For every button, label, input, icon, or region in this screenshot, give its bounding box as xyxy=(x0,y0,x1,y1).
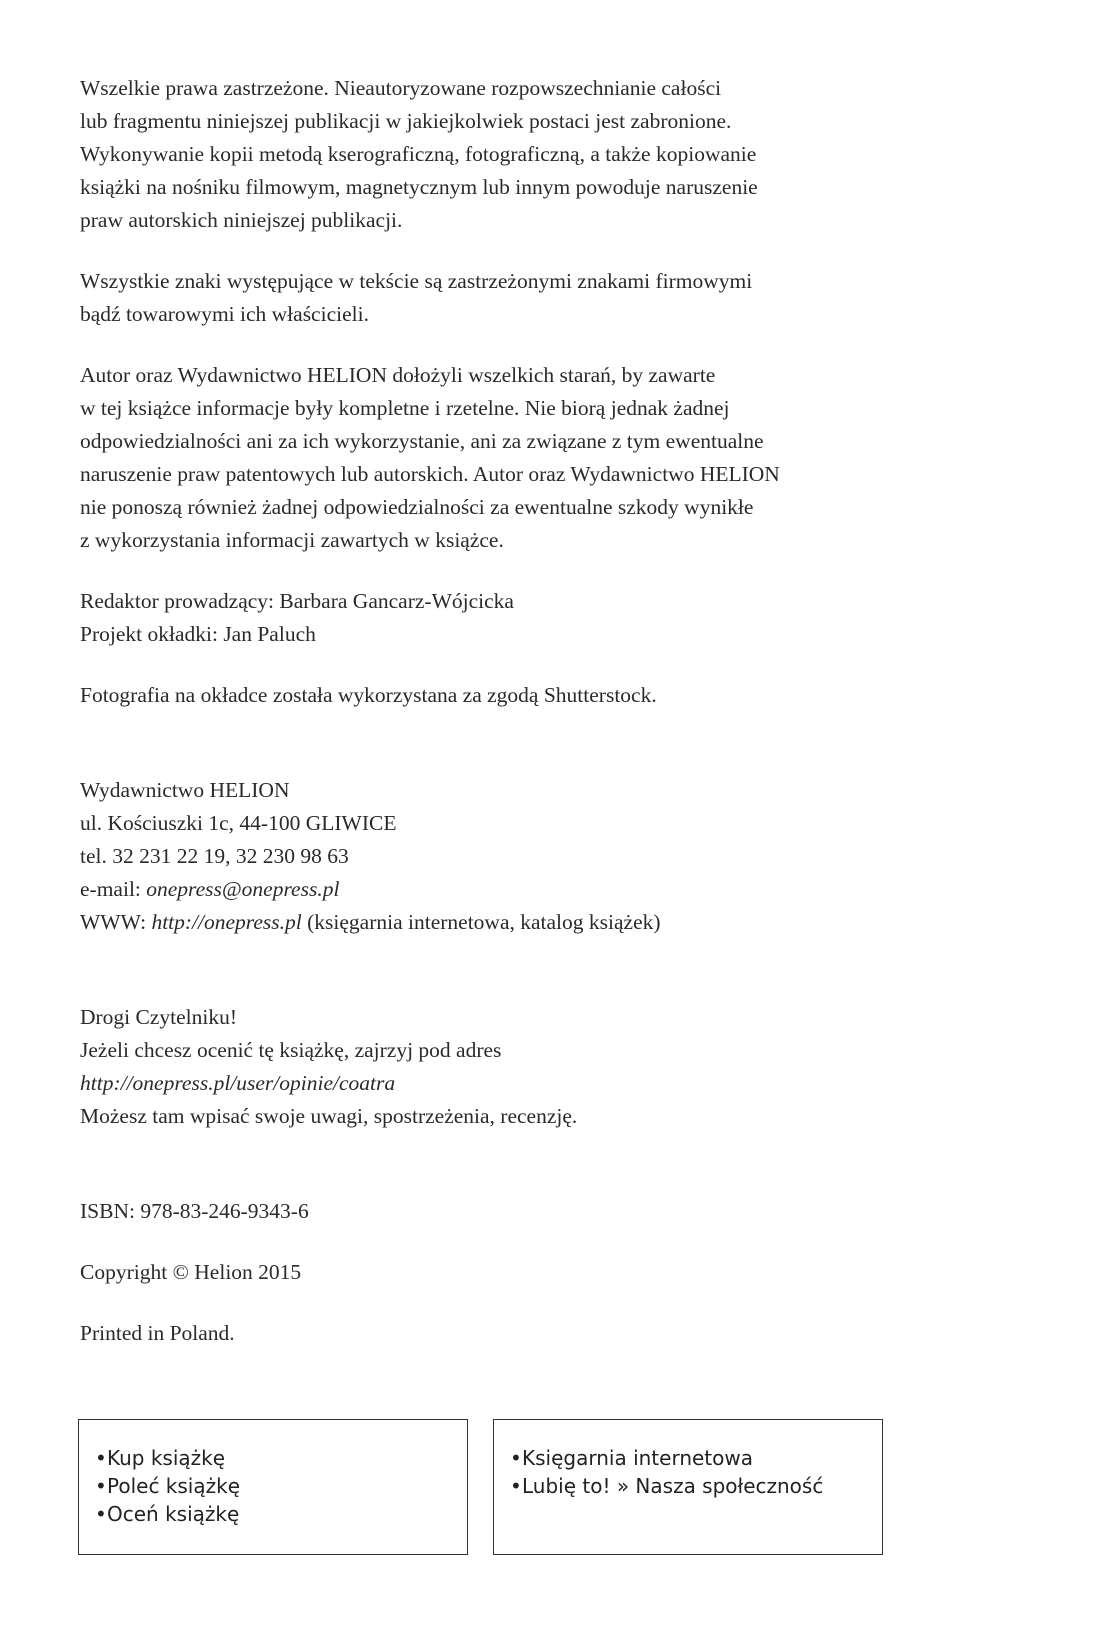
publisher-www-line xyxy=(80,906,980,939)
rights-line: Wszelkie prawa zastrzeżone. Nieautoryzowane rozpowszechnianie całości xyxy=(80,76,722,100)
photo-credit xyxy=(80,679,980,712)
rights-line: książki na nośniku filmowym, magnetycznym lub innym powoduje naruszenie xyxy=(80,175,758,199)
disclaimer-line: naruszenie praw patentowych lub autorskich. Autor oraz Wydawnictwo HELION xyxy=(80,462,780,486)
isbn xyxy=(80,1195,980,1228)
reader-greeting: Drogi Czytelniku! xyxy=(80,1005,238,1029)
copyright xyxy=(80,1256,980,1289)
rights-line: Wykonywanie kopii metodą kserograficzną, fotograficzną, a także kopiowanie xyxy=(80,142,757,166)
rights-line: lub fragmentu niniejszej publikacji w jakiejkolwiek postaci jest zabronione. xyxy=(80,109,732,133)
email-link[interactable]: onepress@onepress.pl xyxy=(146,877,340,901)
recommend-book-link[interactable]: • Poleć książkę xyxy=(79,1472,467,1500)
reader-invite: Jeżeli chcesz ocenić tę książkę, zajrzyj pod adres xyxy=(80,1038,502,1062)
community-link[interactable]: • Lubię to! » Nasza społeczność xyxy=(494,1472,882,1500)
photo-credit-text: Fotografia na okładce została wykorzystana za zgodą Shutterstock. xyxy=(80,683,657,707)
opinion-link[interactable]: http://onepress.pl/user/opinie/coatra xyxy=(80,1071,396,1095)
publisher-address: ul. Kościuszki 1c, 44-100 GLIWICE xyxy=(80,811,397,835)
community-box xyxy=(493,1419,883,1555)
copyright-text: Copyright © Helion 2015 xyxy=(80,1260,302,1284)
rights-line: praw autorskich niniejszej publikacji. xyxy=(80,208,403,232)
copyright-page xyxy=(80,72,980,1378)
trademarks-line: bądź towarowymi ich właścicieli. xyxy=(80,302,369,326)
rate-book-link[interactable]: • Oceń książkę xyxy=(79,1500,467,1528)
credits-paragraph xyxy=(80,585,980,651)
disclaimer-line: w tej książce informacje były kompletne i rzetelne. Nie biorą jednak żadnej xyxy=(80,396,730,420)
www-link[interactable]: http://onepress.pl xyxy=(151,910,302,934)
reader-note: Możesz tam wpisać swoje uwagi, spostrzeżenia, recenzję. xyxy=(80,1104,578,1128)
disclaimer-line: z wykorzystania informacji zawartych w książce. xyxy=(80,528,504,552)
printed-in-text: Printed in Poland. xyxy=(80,1321,235,1345)
editor-credit: Redaktor prowadzący: Barbara Gancarz-Wójcicka xyxy=(80,589,514,613)
email-label: e-mail: xyxy=(80,877,147,901)
publisher-email-line xyxy=(80,873,980,906)
reader-block xyxy=(80,1001,980,1133)
disclaimer-paragraph xyxy=(80,359,980,557)
rights-paragraph xyxy=(80,72,980,237)
bookstore-link[interactable]: • Księgarnia internetowa xyxy=(494,1444,882,1472)
www-label: WWW: xyxy=(80,910,152,934)
trademarks-line: Wszystkie znaki występujące w tekście są zastrzeżonymi znakami firmowymi xyxy=(80,269,753,293)
cover-credit: Projekt okładki: Jan Paluch xyxy=(80,622,316,646)
disclaimer-line: odpowiedzialności ani za ich wykorzystanie, ani za związane z tym ewentualne xyxy=(80,429,764,453)
isbn-text: ISBN: 978-83-246-9343-6 xyxy=(80,1199,309,1223)
printed-in xyxy=(80,1317,980,1350)
book-actions-box xyxy=(78,1419,468,1555)
publisher-phone: tel. 32 231 22 19, 32 230 98 63 xyxy=(80,844,349,868)
publisher-block xyxy=(80,774,980,939)
disclaimer-line: nie ponoszą również żadnej odpowiedzialności za ewentualne szkody wynikłe xyxy=(80,495,754,519)
buy-book-link[interactable]: • Kup książkę xyxy=(79,1444,467,1472)
action-boxes xyxy=(78,1419,886,1557)
trademarks-paragraph xyxy=(80,265,980,331)
disclaimer-line: Autor oraz Wydawnictwo HELION dołożyli wszelkich starań, by zawarte xyxy=(80,363,716,387)
publisher-name: Wydawnictwo HELION xyxy=(80,778,290,802)
www-suffix: (księgarnia internetowa, katalog książek) xyxy=(301,910,661,934)
